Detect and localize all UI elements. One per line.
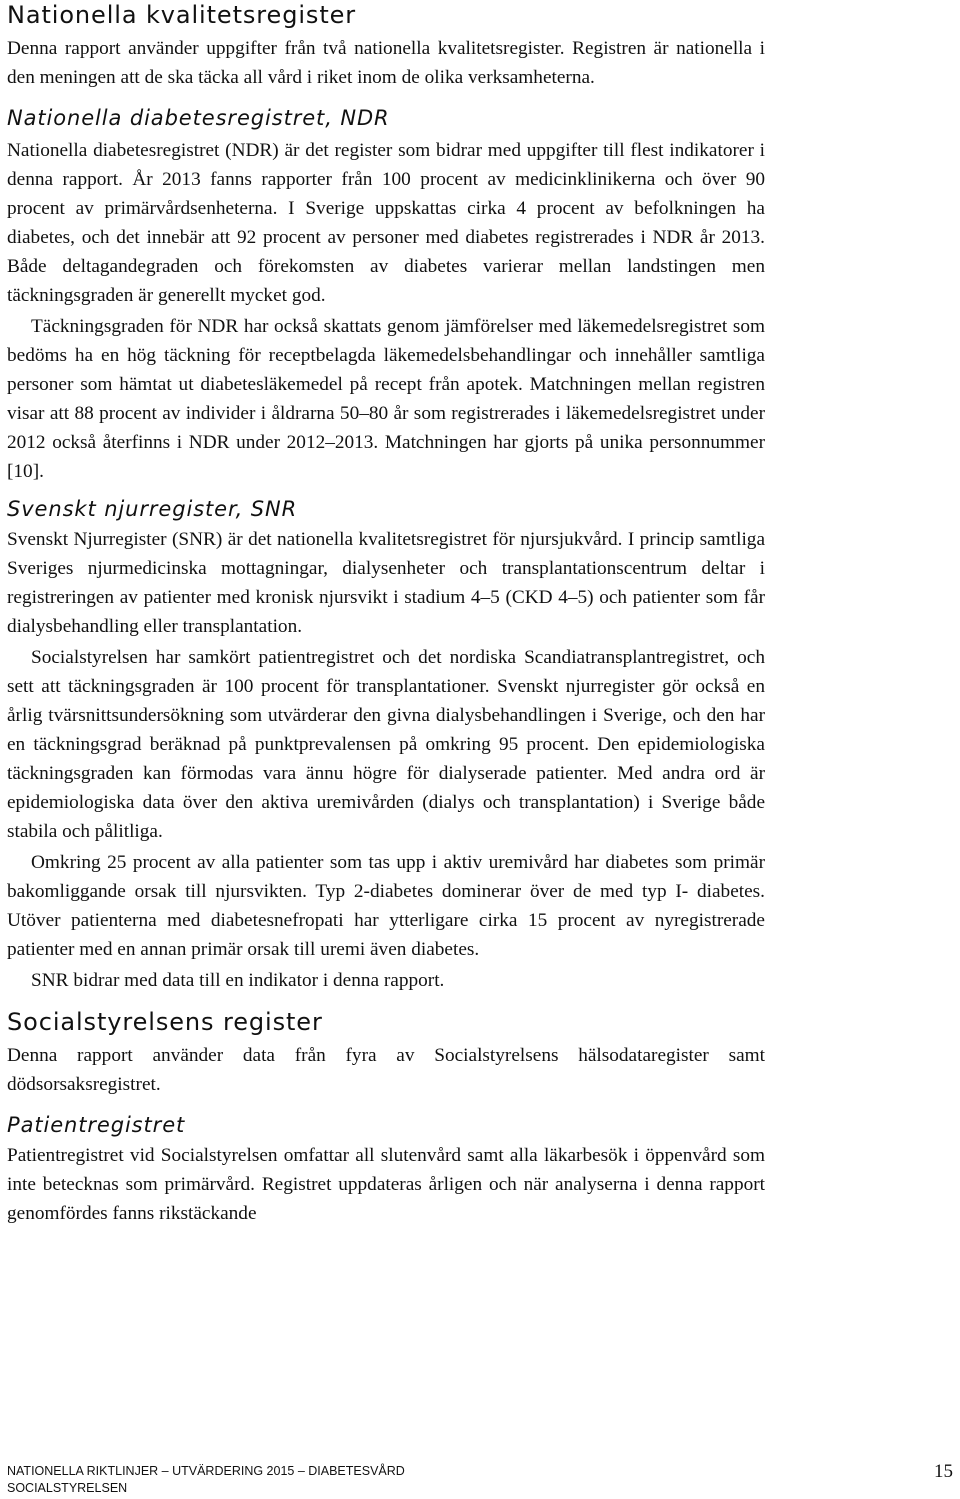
paragraph-patientregistret-1: Patientregistret vid Socialstyrelsen omfattar all slutenvård samt alla läkarbesök i öppenvård som inte betecknas som primärvård. Registret uppdateras årligen och när analyserna i denna rapport genomfördes fanns rikstäckande (7, 1145, 765, 1224)
document-page (7, 0, 765, 1228)
paragraph-snr-2: Socialstyrelsen har samkört patientregistret och det nordiska Scandiatransplantregistret, och sett att täckningsgraden är 100 procent för transplantationer. Svenskt njurregister gör också en årlig tvärsnittsundersökning som utvärderar den givna dialysbehandlingen i Sverige, och den har en täckningsgrad beräknad på punktprevalensen på omkring 95 procent. Den epidemiologiska täckningsgraden kan förmodas vara ännu högre för dialyserade patienter. Med andra ord är epidemiologiska data över den aktiva uremivården (dialys och transplantation) i Sverige både stabila och pålitliga. (7, 647, 765, 842)
paragraph-nationella-intro: Denna rapport använder uppgifter från två nationella kvalitetsregister. Registren är nationella i den meningen att de ska täcka all vård i riket inom de olika verksamheterna. (7, 38, 765, 88)
heading-snr: Svenskt njurregister, SNR (7, 497, 298, 521)
heading-nationella-kvalitetsregister: Nationella kvalitetsregister (7, 1, 357, 29)
footer-report-title: NATIONELLA RIKTLINJER – UTVÄRDERING 2015 – DIABETESVÅRD (7, 1464, 405, 1478)
heading-socialstyrelsens-register: Socialstyrelsens register (7, 1008, 323, 1036)
paragraph-snr-4: SNR bidrar med data till en indikator i denna rapport. (31, 970, 445, 991)
paragraph-snr-1: Svenskt Njurregister (SNR) är det nationella kvalitetsregistret för njursjukvård. I princip samtliga Sveriges njurmedicinska mottagningar, dialysenheter och transplantationscentrum deltar i registreringen av patienter med kronisk njursvikt i stadium 4–5 (CKD 4–5) och patienter som får dialysbehandling eller transplantation. (7, 529, 765, 637)
heading-ndr: Nationella diabetesregistret, NDR (7, 106, 390, 130)
footer-publisher: SOCIALSTYRELSEN (7, 1481, 128, 1495)
paragraph-snr-3: Omkring 25 procent av alla patienter som tas upp i aktiv uremivård har diabetes som primär bakomliggande orsak till njursvikten. Typ 2-diabetes dominerar över de med typ I- diabetes. Utöver patienterna med diabetesnefropati har ytterligare cirka 15 procent av nyregistrerade patienter med en annan primär orsak till uremi även diabetes. (7, 852, 765, 960)
paragraph-ndr-2: Täckningsgraden för NDR har också skattats genom jämförelser med läkemedelsregistret som bedöms ha en hög täckning för receptbelagda läkemedelsbehandlingar och innehåller samtliga personer som hämtat ut diabetesläkemedel på recept från apotek. Matchningen mellan registren visar att 88 procent av individer i åldrarna 50–80 år som registrerades i läkemedelsregistret under 2012 också återfinns i NDR under 2012–2013. Matchningen har gjorts på unika personnummer [10]. (7, 316, 765, 482)
paragraph-socialstyrelsen-intro: Denna rapport använder data från fyra av Socialstyrelsens hälsodataregister samt dödsorsaksregistret. (7, 1045, 765, 1095)
paragraph-ndr-1: Nationella diabetesregistret (NDR) är det register som bidrar med uppgifter till flest indikatorer i denna rapport. År 2013 fanns rapporter från 100 procent av medicinklinikerna och över 90 procent av primärvårdsenheterna. I Sverige uppskattas cirka 4 procent av befolkningen ha diabetes, och det innebär att 92 procent av personer med diabetes registrerades i NDR år 2013. Både deltagandegraden och förekomsten av diabetes varierar mellan landstingen men täckningsgraden är generellt mycket god. (7, 140, 765, 306)
page-number: 15 (934, 1461, 953, 1482)
heading-patientregistret: Patientregistret (7, 1113, 186, 1137)
page-footer (7, 1463, 953, 1497)
